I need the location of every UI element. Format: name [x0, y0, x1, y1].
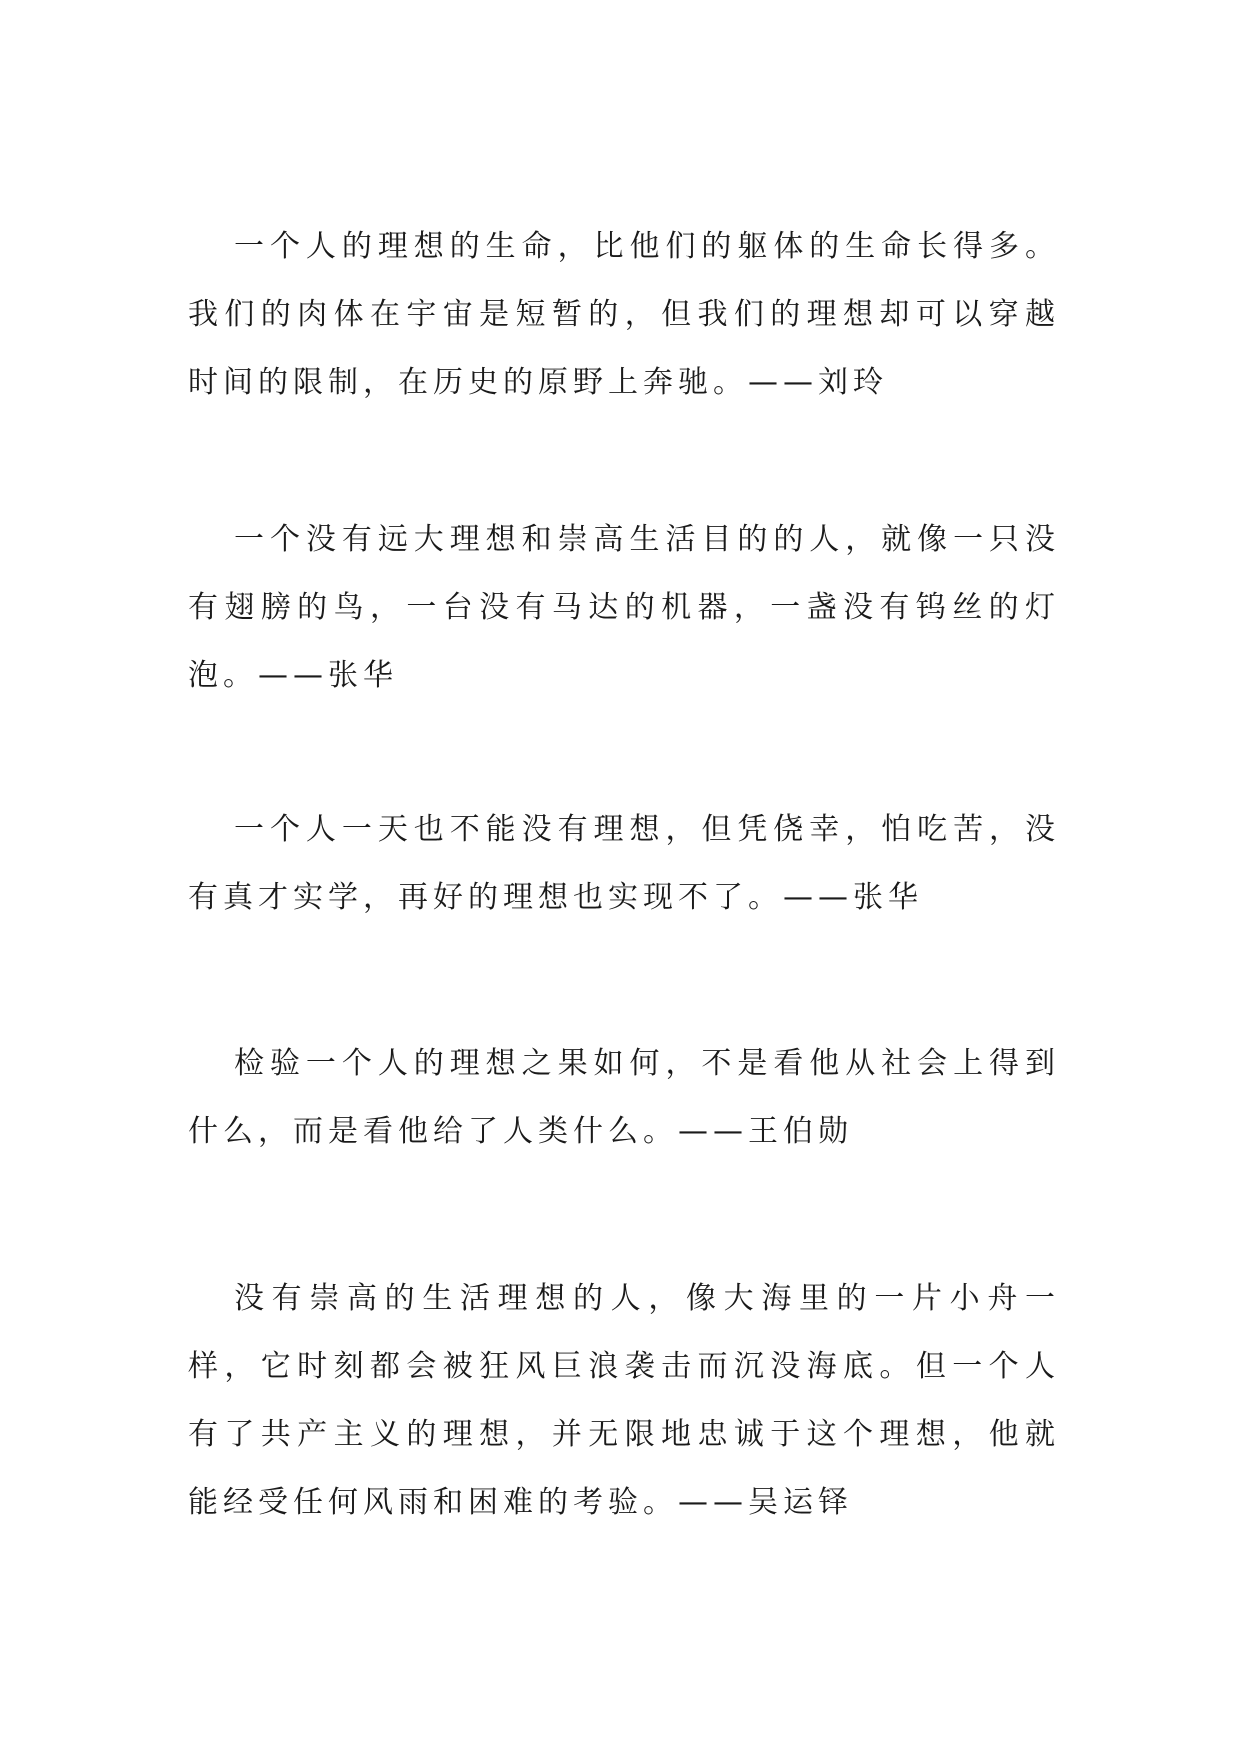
- quote-paragraph: 检验一个人的理想之果如何，不是看他从社会上得到什么，而是看他给了人类什么。——王伯勋: [188, 1046, 1060, 1149]
- quote-paragraph: 没有崇高的生活理想的人，像大海里的一片小舟一样，它时刻都会被狂风巨浪袭击而沉没海底。但一个人有了共产主义的理想，并无限地忠诚于这个理想，他就能经受任何风雨和困难的考验。——吴运铎: [188, 1281, 1060, 1520]
- quote-paragraph: 一个没有远大理想和崇高生活目的的人，就像一只没有翅膀的鸟，一台没有马达的机器，一盏没有钨丝的灯泡。——张华: [188, 522, 1060, 693]
- quote-paragraph: 一个人的理想的生命，比他们的躯体的生命长得多。我们的肉体在宇宙是短暂的，但我们的理想却可以穿越时间的限制，在历史的原野上奔驰。——刘玲: [188, 229, 1060, 400]
- quote-paragraph: 一个人一天也不能没有理想，但凭侥幸，怕吃苦，没有真才实学，再好的理想也实现不了。——张华: [188, 812, 1060, 915]
